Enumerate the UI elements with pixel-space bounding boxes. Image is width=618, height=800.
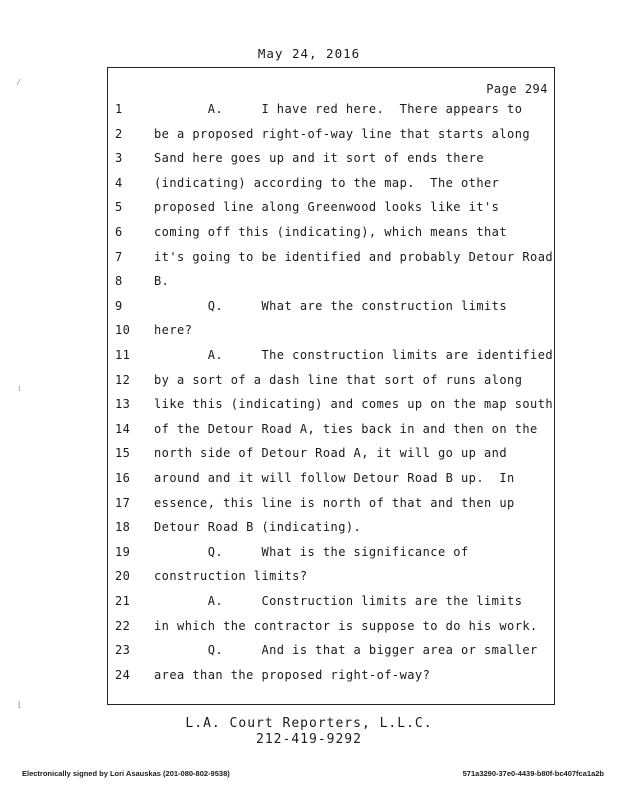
line-number: 1	[115, 102, 123, 116]
line-number: 6	[115, 225, 123, 239]
line-number: 18	[115, 520, 131, 535]
scan-mark: ⁞	[18, 384, 21, 393]
transcript-line	[108, 471, 554, 489]
line-number: 8	[115, 274, 123, 289]
line-text: like this (indicating) and comes up on the map south	[154, 397, 554, 412]
line-text: around and it will follow Detour Road B up. In	[154, 471, 515, 485]
line-number: 19	[115, 544, 131, 559]
line-text: coming off this (indicating), which means that	[154, 225, 508, 239]
line-text: Q. What is the significance of	[154, 544, 469, 559]
transcript-line	[108, 496, 554, 514]
line-number: 11	[115, 348, 131, 362]
document-hash: 571a3290-37e0-4439-b80f-bc407fca1a2b	[462, 769, 604, 778]
court-reporter-phone: 212-419-9292	[256, 732, 362, 747]
line-number: 15	[115, 446, 131, 461]
line-number: 21	[115, 594, 131, 608]
line-text: A. Construction limits are the limits	[154, 594, 523, 608]
line-text: (indicating) according to the map. The other	[154, 175, 500, 190]
line-number: 10	[115, 323, 131, 338]
page-number: Page 294	[486, 82, 548, 96]
line-number: 2	[115, 126, 123, 141]
line-number: 24	[115, 667, 131, 682]
transcript-line	[108, 250, 554, 268]
line-text: A. I have red here. There appears to	[154, 102, 523, 116]
line-text: Q. And is that a bigger area or smaller	[154, 643, 538, 658]
line-number: 9	[115, 298, 123, 313]
transcript-line	[108, 446, 554, 464]
transcript-line	[108, 545, 554, 563]
line-text: in which the contractor is suppose to do his work.	[154, 618, 538, 633]
line-text: A. The construction limits are identified	[154, 348, 554, 362]
line-text: Q. What are the construction limits	[154, 298, 508, 313]
transcript-line	[108, 225, 554, 243]
line-number: 5	[115, 200, 123, 215]
line-text: B.	[154, 274, 170, 289]
transcript-page-frame	[107, 67, 555, 705]
transcript-line	[108, 422, 554, 440]
transcript-line	[108, 323, 554, 341]
transcript-line	[108, 520, 554, 538]
line-text: here?	[154, 323, 193, 338]
court-reporter-name: L.A. Court Reporters, L.L.C.	[185, 716, 433, 731]
line-number: 3	[115, 151, 123, 166]
transcript-line	[108, 200, 554, 218]
transcript-line	[108, 274, 554, 292]
transcript-line	[108, 397, 554, 415]
transcript-line	[108, 176, 554, 194]
transcript-line	[108, 348, 554, 366]
transcript-line	[108, 127, 554, 145]
line-text: Sand here goes up and it sort of ends there	[154, 151, 485, 166]
line-number: 20	[115, 569, 131, 584]
line-text: north side of Detour Road A, it will go up and	[154, 446, 508, 461]
transcript-line	[108, 643, 554, 661]
line-number: 17	[115, 495, 131, 510]
line-text: Detour Road B (indicating).	[154, 520, 362, 535]
transcript-line	[108, 594, 554, 612]
line-number: 12	[115, 372, 131, 387]
scan-mark: ⁄	[18, 78, 20, 87]
line-number: 7	[115, 249, 123, 264]
line-number: 23	[115, 643, 131, 658]
line-text: construction limits?	[154, 569, 308, 584]
line-text: of the Detour Road A, ties back in and then on the	[154, 421, 538, 436]
line-text: proposed line along Greenwood looks like it's	[154, 200, 500, 215]
date-header: May 24, 2016	[257, 46, 361, 61]
transcript-line	[108, 619, 554, 637]
line-text: area than the proposed right-of-way?	[154, 667, 431, 682]
line-text: be a proposed right-of-way line that starts along	[154, 126, 531, 141]
transcript-line	[108, 668, 554, 686]
line-number: 4	[115, 175, 123, 190]
transcript-line	[108, 569, 554, 587]
electronic-signature: Electronically signed by Lori Asauskas (201-080-802-9538)	[22, 769, 230, 778]
line-number: 16	[115, 471, 131, 485]
transcript-line	[108, 102, 554, 120]
line-text: it's going to be identified and probably Detour Road	[154, 249, 554, 264]
transcript-line	[108, 151, 554, 169]
line-text: by a sort of a dash line that sort of runs along	[154, 372, 523, 387]
scan-mark: ⌊	[18, 700, 22, 709]
transcript-line	[108, 299, 554, 317]
line-number: 22	[115, 618, 131, 633]
line-text: essence, this line is north of that and then up	[154, 495, 515, 510]
transcript-line	[108, 373, 554, 391]
line-number: 14	[115, 421, 131, 436]
line-number: 13	[115, 397, 131, 412]
